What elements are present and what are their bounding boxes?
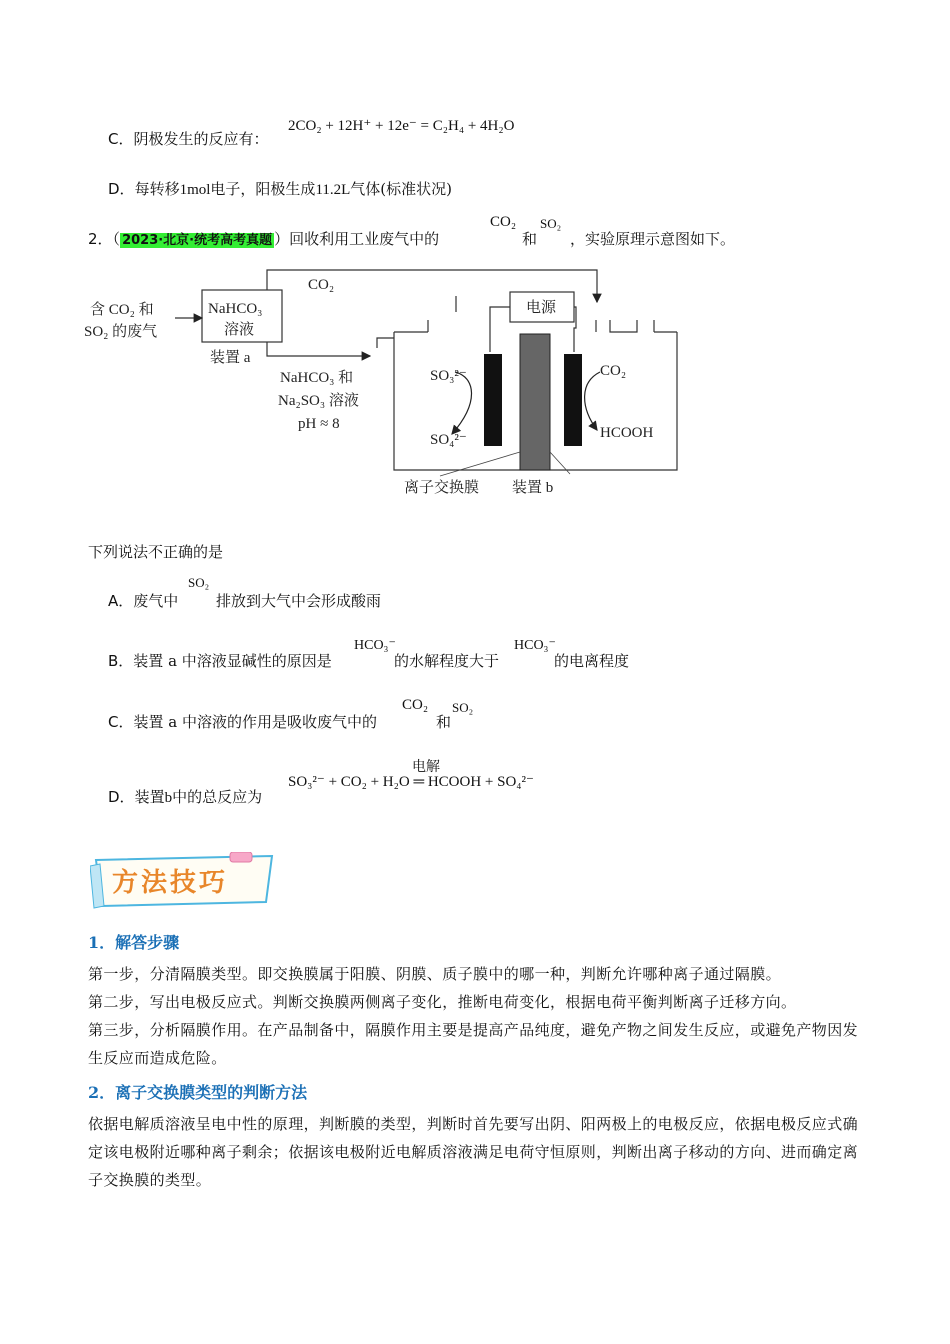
option-a-formula: SO₂ <box>188 575 210 590</box>
q2-formula-so2: SO₂ <box>540 216 562 231</box>
question-number: 2． <box>88 230 113 248</box>
option-c-and: 和 <box>436 713 452 731</box>
option-b-formula-2: HCO₃⁻ <box>514 638 556 653</box>
q2-stem-end: ，实验原理示意图如下。 <box>570 230 736 248</box>
q1-option-c-formula: 2CO₂ + 12H⁺ + 12e⁻ = C₂H₄ + 4H₂O <box>288 118 515 134</box>
box-a-line1: NaHCO₃ <box>208 301 263 317</box>
option-a-text: 排放到大气中会形成酸雨 <box>216 592 382 610</box>
left-bottom-ion: SO₄²⁻ <box>430 432 467 448</box>
option-text: 电子，阳极生成 <box>210 180 316 198</box>
section1-p2: 第二步，写出电极反应式。判断交换膜两侧离子变化，推断电荷变化，根据电荷平衡判断离子迁移方向。 <box>88 993 797 1011</box>
electron-amount: 1mol <box>179 182 211 198</box>
q2-option-a <box>108 590 178 611</box>
section2-p1: 依据电解质溶液呈电中性的原理，判断膜的类型，判断时首先要写出阴、阳两极上的电极反应，依据电极反应式确定该电极附近哪种离子剩余；依据该电极附近电解质溶液满足电荷守恒原则，判断出离子移动的方向、进而确定离子交换膜的类型。 <box>88 1115 859 1189</box>
option-letter: D． <box>108 788 135 806</box>
solution-label-3: pH ≈ 8 <box>298 416 340 432</box>
option-text: 装置 <box>134 788 165 806</box>
section1-p1: 第一步，分清隔膜类型。即交换膜属于阳膜、阴膜、质子膜中的哪一种，判断允许哪种离子通过隔膜。 <box>88 965 782 983</box>
right-electrode <box>564 354 582 446</box>
q1-option-d <box>108 178 452 199</box>
q2-option-c <box>108 711 377 732</box>
source-tag: 2023·北京·统考高考真题 <box>122 233 273 248</box>
method-banner <box>90 852 280 910</box>
option-text: 每转移 <box>134 180 180 198</box>
section1-p3: 第三步，分析隔膜作用。在产品制备中，隔膜作用主要是提高产品纯度，避免产物之间发生反应，或避免产物因发生反应而造成危险。 <box>88 1021 859 1067</box>
co2-top-label: CO₂ <box>308 277 335 293</box>
option-letter: C． <box>108 130 134 148</box>
option-b-text-end: 的电离程度 <box>554 652 630 670</box>
option-b-formula-1: HCO₃⁻ <box>354 638 396 653</box>
q2-question: 下列说法不正确的是 <box>88 543 224 561</box>
option-text: 气体(标准状况) <box>350 180 453 198</box>
q2-option-d <box>108 786 262 807</box>
q2-formula-co2: CO₂ <box>490 214 517 230</box>
stem-text: 回收利用工业废气中的 <box>289 230 440 248</box>
device-a-label: 装置 a <box>210 350 251 366</box>
inlet-label-2: SO₂ 的废气 <box>84 324 158 340</box>
q2-option-b <box>108 650 332 671</box>
left-electrode <box>484 354 502 446</box>
option-c-formula-2: SO₂ <box>452 700 474 715</box>
paren: ） <box>274 230 290 248</box>
paren: （ <box>112 230 121 248</box>
option-d-condition: 电解 <box>412 759 440 775</box>
solution-label-2: Na₂SO₃ 溶液 <box>278 393 359 409</box>
option-text: 中的总反应为 <box>172 788 263 806</box>
ion-exchange-membrane <box>520 334 550 470</box>
option-letter: B． <box>108 652 134 670</box>
right-top-species: CO₂ <box>600 363 627 379</box>
inlet-label-1: 含 CO₂ 和 <box>90 302 154 318</box>
option-letter: D． <box>108 180 135 198</box>
option-letter: A． <box>108 592 134 610</box>
option-b-text: 的水解程度大于 <box>394 652 500 670</box>
solution-label-1: NaHCO₃ 和 <box>280 370 354 386</box>
membrane-label: 离子交换膜 <box>404 480 480 496</box>
option-c-formula-1: CO₂ <box>402 697 429 713</box>
section2-heading: 2．离子交换膜类型的判断方法 <box>88 1083 308 1102</box>
device-letter: b <box>164 790 173 806</box>
device-b-label: 装置 b <box>512 480 554 496</box>
option-text: 装置 a 中溶液显碱性的原因是 <box>133 652 332 670</box>
q1-option-c <box>108 128 269 149</box>
banner-title: 方法技巧 <box>112 868 229 898</box>
option-text: 废气中 <box>133 592 179 610</box>
electrolysis-diagram <box>80 262 720 502</box>
option-text: 阴极发生的反应有： <box>133 130 269 148</box>
right-bottom-species: HCOOH <box>600 425 654 441</box>
box-a-line2: 溶液 <box>224 322 255 338</box>
q2-stem <box>88 228 439 249</box>
option-d-equation: SO₃²⁻ + CO₂ + H₂O ═ HCOOH + SO₄²⁻ <box>288 774 534 790</box>
q2-and: 和 <box>522 230 538 248</box>
option-text: 装置 a 中溶液的作用是吸收废气中的 <box>133 713 377 731</box>
left-top-ion: SO₃²⁻ <box>430 368 467 384</box>
power-label: 电源 <box>526 300 557 316</box>
section1-heading: 1．解答步骤 <box>88 933 180 952</box>
option-letter: C． <box>108 713 134 731</box>
gas-volume: 11.2L <box>315 182 351 198</box>
